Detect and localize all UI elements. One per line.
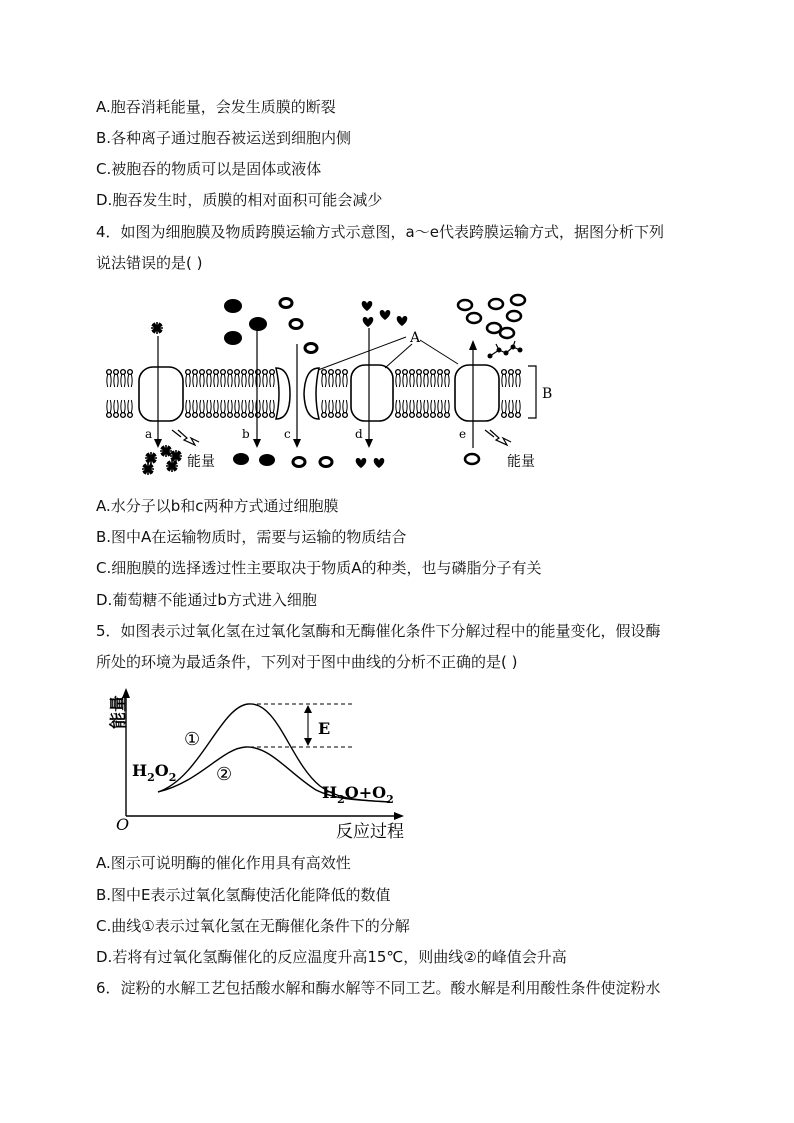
phospholipid-outer bbox=[186, 370, 191, 387]
protein-e bbox=[455, 365, 499, 421]
label-product: $H_2O+O_2$ bbox=[322, 783, 394, 806]
membrane-transport-figure bbox=[0, 288, 794, 478]
q4-option-d: D.葡萄糖不能通过b方式进入细胞 bbox=[96, 591, 317, 609]
phospholipid-inner bbox=[509, 400, 514, 417]
label-mode-d: d bbox=[355, 427, 363, 441]
arrow-d bbox=[365, 439, 373, 448]
phospholipid-outer bbox=[424, 370, 429, 387]
label-e: E bbox=[318, 719, 331, 738]
phospholipid-inner bbox=[107, 400, 112, 417]
molecule-d bbox=[362, 301, 373, 311]
q5-stem-line2: 所处的环境为最适条件，下列对于图中曲线的分析不正确的是( ) bbox=[96, 653, 518, 671]
phospholipid-inner bbox=[445, 400, 450, 417]
q5-stem-line1: 5．如图表示过氧化氢在过氧化氢酶和无酶催化条件下分解过程中的能量变化，假设酶 bbox=[96, 622, 661, 640]
molecule-b bbox=[259, 454, 275, 466]
phospholipid-outer bbox=[502, 370, 507, 387]
phospholipid-inner bbox=[396, 400, 401, 417]
phospholipid-inner bbox=[256, 400, 261, 417]
protein-d bbox=[351, 365, 393, 421]
label-mode-b: b bbox=[242, 427, 250, 441]
molecule-e bbox=[489, 299, 503, 309]
phospholipid-inner bbox=[403, 400, 408, 417]
phospholipid-outer bbox=[343, 370, 348, 387]
molecule-b bbox=[224, 331, 242, 345]
phospholipid-outer bbox=[235, 370, 240, 387]
molecule-d bbox=[363, 317, 374, 327]
molecule-b bbox=[224, 299, 242, 313]
energy-zigzag-left bbox=[172, 430, 199, 445]
molecule-d bbox=[380, 310, 391, 320]
molecule-e bbox=[465, 454, 479, 464]
phospholipid-inner bbox=[270, 400, 275, 417]
protein-a bbox=[139, 367, 183, 421]
q4-option-a: A.水分子以b和c两种方式通过细胞膜 bbox=[96, 497, 339, 515]
phospholipid-inner bbox=[410, 400, 415, 417]
phospholipid-outer bbox=[207, 370, 212, 387]
phospholipid-outer bbox=[256, 370, 261, 387]
molecule-c bbox=[320, 458, 332, 467]
label-mode-a: a bbox=[145, 427, 153, 441]
molecule-a-inside bbox=[145, 452, 157, 464]
molecule-e bbox=[487, 323, 501, 333]
molecule-a-inside bbox=[166, 460, 178, 472]
q4-stem-line1: 4．如图为细胞膜及物质跨膜运输方式示意图，a～e代表跨膜运输方式，据图分析下列 bbox=[96, 223, 664, 241]
phospholipid-outer bbox=[403, 370, 408, 387]
molecule-b bbox=[249, 317, 267, 331]
phospholipid-outer bbox=[249, 370, 254, 387]
phospholipid-inner bbox=[502, 400, 507, 417]
molecule-a-inside bbox=[142, 463, 154, 475]
phospholipid-inner bbox=[128, 400, 133, 417]
phospholipid-inner bbox=[121, 400, 126, 417]
phospholipid-inner bbox=[329, 400, 334, 417]
phospholipid-outer bbox=[242, 370, 247, 387]
phospholipid-outer bbox=[410, 370, 415, 387]
phospholipid-inner bbox=[221, 400, 226, 417]
phospholipid-outer bbox=[516, 370, 521, 387]
arrow-c bbox=[293, 439, 301, 448]
phospholipid-outer bbox=[431, 370, 436, 387]
label-reactant: $H_2O_2$ bbox=[132, 761, 177, 784]
molecule-e bbox=[467, 313, 481, 323]
molecule-c bbox=[293, 458, 305, 467]
q5-option-a: A.图示可说明酶的催化作用具有高效性 bbox=[96, 854, 351, 872]
phospholipid-outer bbox=[221, 370, 226, 387]
phospholipid-outer bbox=[336, 370, 341, 387]
phospholipid-outer bbox=[263, 370, 268, 387]
phospholipid-outer bbox=[329, 370, 334, 387]
phospholipid-inner bbox=[235, 400, 240, 417]
molecule-c bbox=[280, 299, 292, 308]
x-axis-label: 反应过程 bbox=[336, 822, 404, 842]
q4-option-c: C.细胞膜的选择透过性主要取决于物质A的种类，也与磷脂分子有关 bbox=[96, 559, 542, 577]
phospholipid-inner bbox=[114, 400, 119, 417]
phospholipid-inner bbox=[438, 400, 443, 417]
label-a: A bbox=[410, 330, 421, 346]
phospholipid-outer bbox=[445, 370, 450, 387]
molecule-c bbox=[290, 320, 302, 329]
molecule-a-outside bbox=[151, 322, 163, 334]
energy-label-right: 能量 bbox=[507, 454, 535, 470]
phospholipid-outer bbox=[121, 370, 126, 387]
molecule-c bbox=[305, 344, 317, 353]
phospholipid-inner bbox=[417, 400, 422, 417]
label-curve-1: ① bbox=[184, 729, 201, 750]
phospholipid-outer bbox=[438, 370, 443, 387]
molecule-e bbox=[511, 295, 525, 305]
q3-option-b: B.各种离子通过胞吞被运送到细胞内侧 bbox=[96, 129, 352, 147]
phospholipid-inner bbox=[516, 400, 521, 417]
phospholipid-inner bbox=[336, 400, 341, 417]
q3-option-d: D.胞吞发生时，质膜的相对面积可能会减少 bbox=[96, 191, 383, 209]
x-axis-arrow bbox=[394, 812, 404, 820]
phospholipid-outer bbox=[214, 370, 219, 387]
energy-label-left: 能量 bbox=[187, 454, 215, 470]
phospholipid-outer bbox=[128, 370, 133, 387]
y-axis-label: 能量 bbox=[109, 695, 129, 729]
q5-option-d: D.若将有过氧化氢酶催化的反应温度升高15℃，则曲线②的峰值会升高 bbox=[96, 948, 567, 966]
label-curve-2: ② bbox=[216, 764, 233, 785]
phospholipid-outer bbox=[193, 370, 198, 387]
label-mode-c: c bbox=[284, 427, 291, 441]
molecule-e bbox=[507, 311, 521, 321]
phospholipid-inner bbox=[431, 400, 436, 417]
phospholipid-outer bbox=[509, 370, 514, 387]
molecule-d bbox=[374, 458, 385, 468]
phospholipid-outer bbox=[114, 370, 119, 387]
phospholipid-outer bbox=[417, 370, 422, 387]
energy-zigzag-right bbox=[485, 430, 511, 445]
phospholipid-outer bbox=[322, 370, 327, 387]
q4-stem-line2: 说法错误的是( ) bbox=[96, 254, 203, 272]
arrow-e bbox=[469, 340, 477, 350]
phospholipid-outer bbox=[107, 370, 112, 387]
phospholipid-inner bbox=[343, 400, 348, 417]
q3-option-c: C.被胞吞的物质可以是固体或液体 bbox=[96, 160, 322, 178]
phospholipid-outer bbox=[228, 370, 233, 387]
phospholipid-inner bbox=[322, 400, 327, 417]
q5-option-b: B.图中E表示过氧化氢酶使活化能降低的数值 bbox=[96, 886, 391, 904]
energy-diagram bbox=[100, 682, 430, 844]
label-mode-e: e bbox=[459, 427, 467, 441]
phospholipid-inner bbox=[207, 400, 212, 417]
q3-option-a: A.胞吞消耗能量，会发生质膜的断裂 bbox=[96, 98, 336, 116]
molecule-d bbox=[397, 316, 408, 326]
phospholipid-outer bbox=[200, 370, 205, 387]
q4-option-b: B.图中A在运输物质时，需要与运输的物质结合 bbox=[96, 528, 407, 546]
phospholipid-inner bbox=[249, 400, 254, 417]
arrow-b bbox=[253, 439, 261, 448]
phospholipid-inner bbox=[424, 400, 429, 417]
arrow-a bbox=[154, 439, 162, 448]
phospholipid-inner bbox=[186, 400, 191, 417]
molecule-e bbox=[458, 300, 472, 310]
phospholipid-inner bbox=[200, 400, 205, 417]
phospholipid-inner bbox=[193, 400, 198, 417]
molecule-d bbox=[356, 458, 367, 468]
phospholipid-inner bbox=[214, 400, 219, 417]
phospholipid-outer bbox=[396, 370, 401, 387]
molecule-e bbox=[500, 328, 514, 338]
q6-stem-line1: 6．淀粉的水解工艺包括酸水解和酶水解等不同工艺。酸水解是利用酸性条件使淀粉水 bbox=[96, 979, 661, 997]
label-a-leaders bbox=[318, 337, 458, 370]
label-b: B bbox=[542, 386, 553, 402]
phospholipid-inner bbox=[263, 400, 268, 417]
molecule-b bbox=[233, 453, 249, 465]
energy-diff-arrow bbox=[304, 738, 312, 746]
bracket-b bbox=[528, 366, 536, 418]
phospholipid-outer bbox=[270, 370, 275, 387]
phospholipid-inner bbox=[242, 400, 247, 417]
phospholipid-inner bbox=[228, 400, 233, 417]
q5-option-c: C.曲线①表示过氧化氢在无酶催化条件下的分解 bbox=[96, 917, 410, 935]
origin-label: O bbox=[116, 815, 130, 834]
